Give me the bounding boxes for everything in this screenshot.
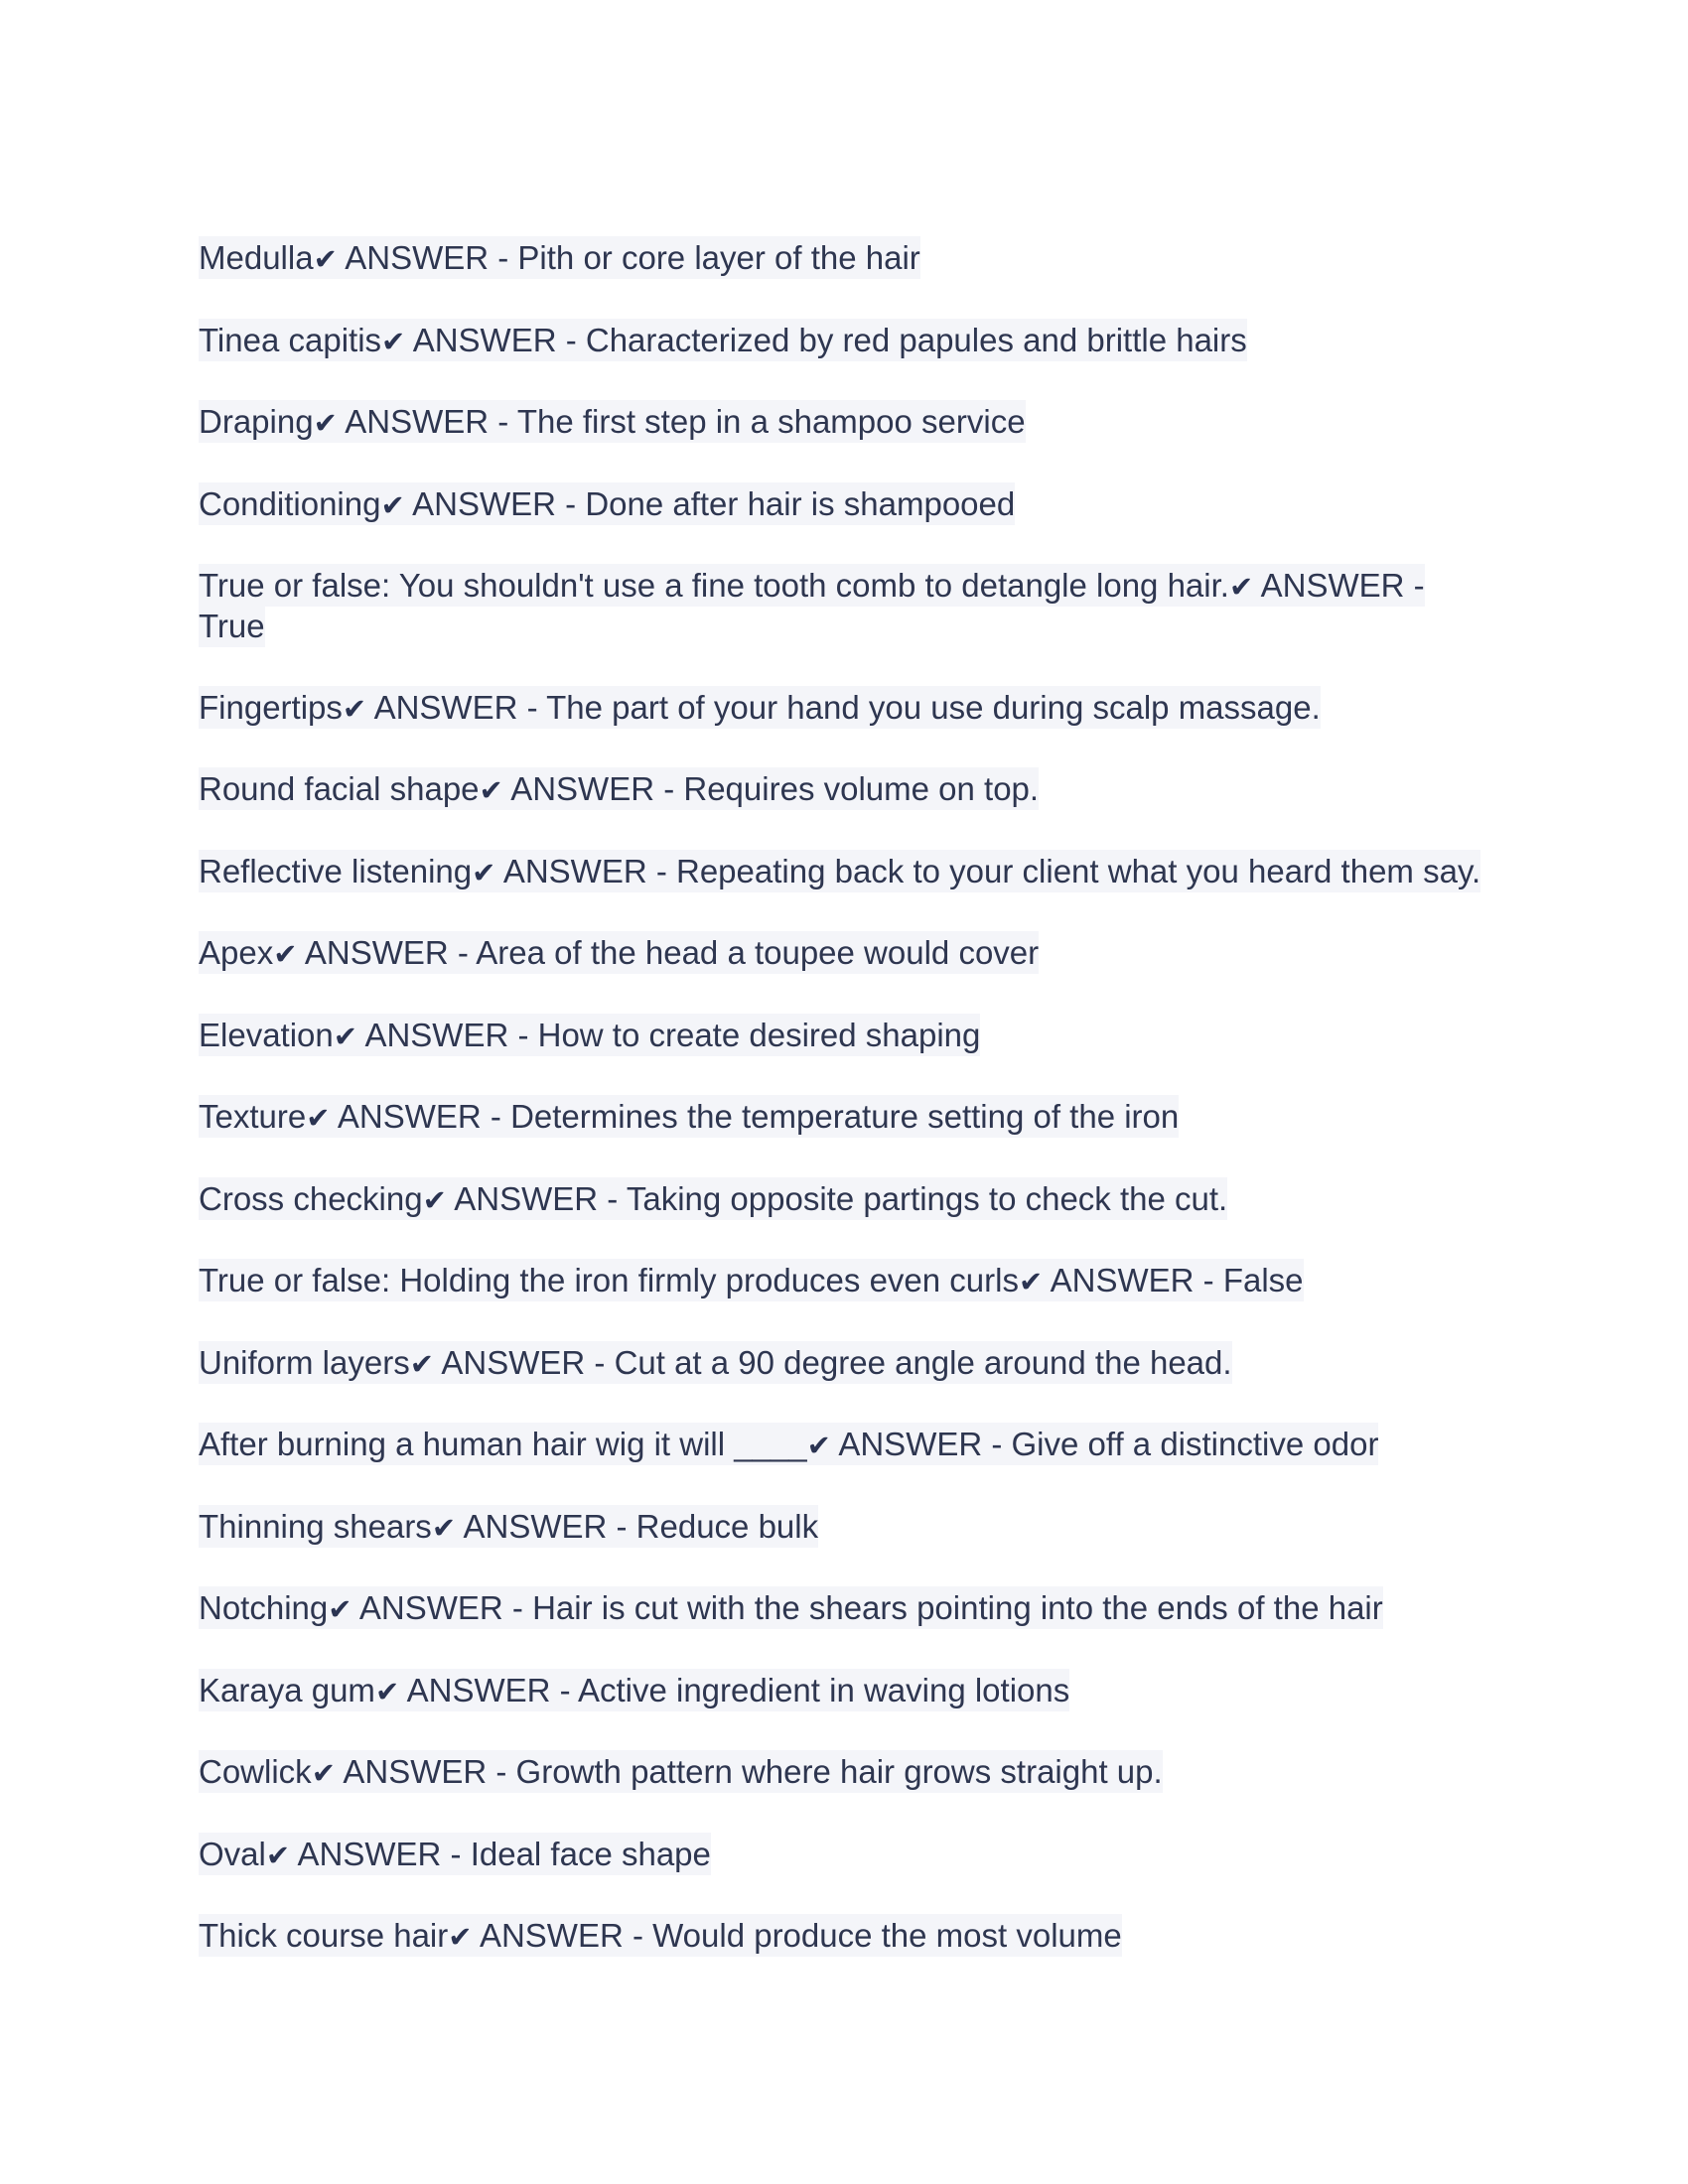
qa-text: Draping✔ ANSWER - The first step in a shampoo service — [199, 400, 1026, 443]
answer-marker: ANSWER — [502, 852, 647, 889]
check-icon: ✔ — [422, 1182, 447, 1217]
answer-marker: ANSWER — [1050, 1262, 1195, 1298]
qa-text: Karaya gum✔ ANSWER - Active ingredient in waving lotions — [199, 1669, 1069, 1711]
answer-marker: ANSWER — [510, 770, 655, 807]
qa-item — [199, 238, 1489, 279]
check-icon: ✔ — [306, 1101, 331, 1135]
answer-marker: ANSWER — [412, 321, 557, 358]
qa-text: Apex✔ ANSWER - Area of the head a toupee would cover — [199, 931, 1039, 974]
answer-text: False — [1222, 1262, 1304, 1298]
check-icon: ✔ — [342, 691, 367, 726]
qa-item — [199, 1916, 1489, 1957]
qa-item — [199, 1261, 1489, 1301]
answer-text: Requires volume on top. — [683, 770, 1040, 807]
check-icon: ✔ — [328, 1592, 352, 1626]
answer-marker: ANSWER — [454, 1179, 599, 1217]
qa-text: Notching✔ ANSWER - Hair is cut with the shears pointing into the ends of the hair — [199, 1586, 1383, 1629]
qa-item — [199, 1343, 1489, 1384]
answer-marker: ANSWER — [345, 403, 490, 440]
answer-text: Repeating back to your client what you heard them say. — [675, 852, 1481, 889]
question-term: Apex — [199, 934, 274, 971]
qa-text: Elevation✔ ANSWER - How to create desired shaping — [199, 1014, 980, 1056]
check-icon: ✔ — [381, 324, 406, 358]
question-term: Cross checking — [199, 1179, 423, 1217]
answer-text: Active ingredient in waving lotions — [577, 1671, 1070, 1708]
qa-item — [199, 1835, 1489, 1875]
qa-text: Cross checking✔ ANSWER - Taking opposite partings to check the cut. — [199, 1177, 1227, 1220]
question-term: Fingertips — [199, 688, 343, 726]
qa-item — [199, 688, 1489, 729]
question-term: Thick course hair — [199, 1917, 449, 1954]
answer-marker: ANSWER — [373, 688, 518, 726]
qa-text: Thinning shears✔ ANSWER - Reduce bulk — [199, 1505, 818, 1548]
check-icon: ✔ — [409, 1346, 435, 1381]
check-icon: ✔ — [472, 855, 496, 889]
check-icon: ✔ — [479, 773, 503, 807]
check-icon: ✔ — [431, 1510, 457, 1545]
qa-item — [199, 1507, 1489, 1548]
answer-text: Done after hair is shampooed — [585, 484, 1016, 522]
answer-text: Reduce bulk — [635, 1507, 819, 1545]
question-term: Draping — [199, 403, 314, 440]
qa-text: Round facial shape✔ ANSWER - Requires volume on top. — [199, 767, 1039, 810]
qa-item — [199, 484, 1489, 525]
question-term: Medulla — [199, 239, 314, 276]
qa-text: True or false: You shouldn't use a fine tooth comb to detangle long hair.✔ ANSWER - True — [199, 564, 1425, 647]
answer-text: How to create desired shaping — [537, 1016, 981, 1053]
answer-text: Hair is cut with the shears pointing into the ends of the hair — [532, 1589, 1383, 1626]
qa-item — [199, 321, 1489, 361]
answer-text: The part of your hand you use during scalp massage. — [546, 688, 1321, 726]
check-icon: ✔ — [1228, 570, 1254, 604]
qa-text: Oval✔ ANSWER - Ideal face shape — [199, 1833, 711, 1875]
qa-text: Uniform layers✔ ANSWER - Cut at a 90 degree angle around the head. — [199, 1341, 1232, 1384]
qa-list — [199, 238, 1489, 1957]
qa-item — [199, 769, 1489, 810]
question-term: Reflective listening — [199, 852, 473, 889]
answer-marker: ANSWER — [406, 1671, 551, 1708]
question-term: After burning a human hair wig it will ____ — [199, 1426, 807, 1462]
answer-marker: ANSWER — [337, 1098, 482, 1135]
question-term: Uniform layers — [199, 1343, 410, 1381]
qa-item — [199, 402, 1489, 443]
question-term: Karaya gum — [199, 1671, 375, 1708]
question-term: Round facial shape — [199, 770, 480, 807]
check-icon: ✔ — [273, 937, 298, 971]
qa-text: Medulla✔ ANSWER - Pith or core layer of the hair — [199, 236, 920, 279]
qa-item — [199, 1425, 1489, 1465]
answer-marker: ANSWER — [838, 1426, 983, 1462]
question-term: Thinning shears — [199, 1507, 432, 1545]
answer-text: Taking opposite partings to check the cut. — [626, 1179, 1228, 1217]
qa-item — [199, 1179, 1489, 1220]
qa-text: After burning a human hair wig it will ____✔ ANSWER - Give off a distinctive odor — [199, 1423, 1378, 1465]
question-term: Texture — [199, 1098, 307, 1135]
question-term: Cowlick — [199, 1753, 312, 1790]
answer-marker: ANSWER — [345, 239, 490, 276]
question-term: Conditioning — [199, 484, 381, 522]
answer-marker: ANSWER — [463, 1507, 608, 1545]
qa-text: Conditioning✔ ANSWER - Done after hair is shampooed — [199, 482, 1015, 525]
answer-marker: ANSWER — [479, 1917, 624, 1954]
check-icon: ✔ — [374, 1674, 400, 1708]
answer-text: Growth pattern where hair grows straight up. — [515, 1753, 1163, 1790]
qa-item — [199, 852, 1489, 892]
answer-text: Would produce the most volume — [652, 1917, 1122, 1954]
answer-text: Pith or core layer of the hair — [517, 239, 920, 276]
qa-item — [199, 566, 1489, 646]
qa-item — [199, 1097, 1489, 1138]
qa-text: Texture✔ ANSWER - Determines the temperature setting of the iron — [199, 1095, 1179, 1138]
answer-text: Area of the head a toupee would cover — [476, 934, 1040, 971]
answer-marker: ANSWER — [364, 1016, 509, 1053]
qa-item — [199, 1671, 1489, 1711]
check-icon: ✔ — [1018, 1265, 1044, 1298]
qa-text: Thick course hair✔ ANSWER - Would produce the most volume — [199, 1914, 1122, 1957]
answer-marker: ANSWER — [1260, 567, 1405, 604]
question-term: Elevation — [199, 1016, 334, 1053]
document-page — [199, 238, 1489, 1998]
question-term: Tinea capitis — [199, 321, 382, 358]
qa-item — [199, 1752, 1489, 1793]
check-icon: ✔ — [448, 1920, 473, 1954]
answer-marker: ANSWER — [412, 484, 556, 522]
check-icon: ✔ — [311, 1756, 336, 1790]
check-icon: ✔ — [806, 1429, 831, 1462]
qa-item — [199, 1016, 1489, 1056]
answer-text: Determines the temperature setting of the iron — [510, 1098, 1180, 1135]
answer-text: Cut at a 90 degree angle around the head. — [614, 1343, 1232, 1381]
answer-text: Give off a distinctive odor — [1011, 1426, 1379, 1462]
question-term: Oval — [199, 1835, 266, 1872]
answer-text: Ideal face shape — [470, 1835, 711, 1872]
check-icon: ✔ — [380, 487, 405, 522]
qa-text: Fingertips✔ ANSWER - The part of your hand you use during scalp massage. — [199, 686, 1321, 729]
qa-item — [199, 933, 1489, 974]
check-icon: ✔ — [265, 1838, 291, 1872]
answer-marker: ANSWER — [343, 1753, 488, 1790]
answer-marker: ANSWER — [304, 934, 449, 971]
check-icon: ✔ — [333, 1019, 358, 1053]
answer-text: The first step in a shampoo service — [516, 403, 1026, 440]
answer-marker: ANSWER — [358, 1589, 503, 1626]
check-icon: ✔ — [313, 242, 338, 276]
qa-text: True or false: Holding the iron firmly produces even curls✔ ANSWER - False — [199, 1259, 1304, 1301]
answer-marker: ANSWER — [441, 1343, 586, 1381]
qa-item — [199, 1588, 1489, 1629]
qa-text: Cowlick✔ ANSWER - Growth pattern where hair grows straight up. — [199, 1750, 1163, 1793]
question-term: True or false: Holding the iron firmly produces even curls — [199, 1262, 1019, 1298]
qa-text: Tinea capitis✔ ANSWER - Characterized by red papules and brittle hairs — [199, 319, 1247, 361]
question-term: Notching — [199, 1589, 329, 1626]
answer-marker: ANSWER — [297, 1835, 442, 1872]
qa-text: Reflective listening✔ ANSWER - Repeating back to your client what you heard them say. — [199, 850, 1480, 892]
check-icon: ✔ — [313, 406, 338, 440]
answer-text: True — [199, 608, 265, 644]
question-term: True or false: You shouldn't use a fine tooth comb to detangle long hair. — [199, 567, 1229, 604]
answer-text: Characterized by red papules and brittle hairs — [585, 321, 1247, 358]
